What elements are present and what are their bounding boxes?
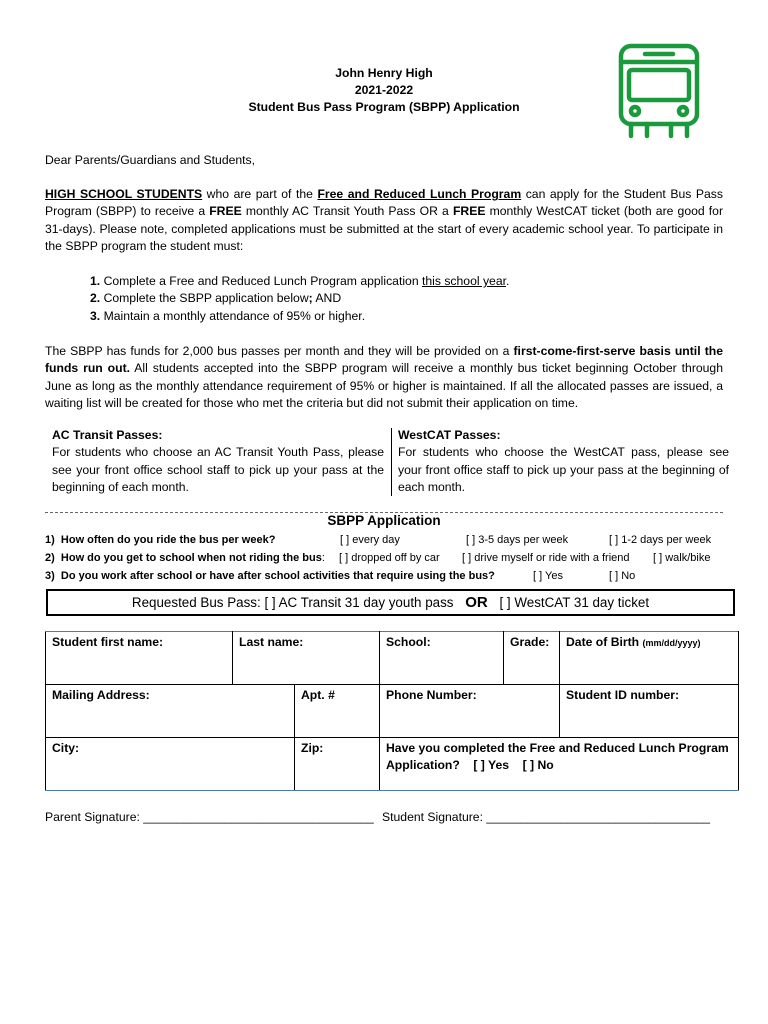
checkbox-option[interactable]: [ ] dropped off by car [339, 552, 440, 564]
funds-bold: first-come-first-serve basis until the funds run out. [45, 344, 723, 376]
step-text: Maintain a monthly attendance of 95% or higher. [103, 308, 366, 323]
westcat-text: For students who choose the WestCAT pass, please see your front office staff to pick up your pass at the beginning of each month. [398, 445, 729, 495]
header [200, 65, 568, 116]
question-2 [45, 551, 325, 565]
application-title: SBPP Application [327, 513, 441, 528]
funds-text: All students accepted into the SBPP program will receive a monthly bus ticket beginning October through June as long as the monthly attendance requirement of 95% or higher is maintained. If all the allocated passes are issued, a waiting list will be created for those who met the criteria but did not submit their application on time. [45, 361, 723, 411]
checkbox-option[interactable]: [ ] Yes [533, 570, 563, 582]
list-item [90, 308, 509, 325]
lunch-program-question [380, 738, 739, 791]
ac-transit-section [52, 427, 384, 497]
last-name-field[interactable] [233, 632, 380, 685]
checkbox-option[interactable]: [ ] 1-2 days per week [609, 534, 712, 546]
checkbox-option[interactable]: [ ] 3-5 days per week [466, 534, 569, 546]
step-bold: ; [308, 291, 313, 306]
student-signature-line[interactable]: Student Signature: _________________________________ [382, 810, 711, 824]
steps-list [90, 273, 509, 325]
mailing-address-field[interactable] [46, 685, 295, 738]
requested-label: Requested Bus Pass: [131, 595, 261, 610]
field-label: City: [52, 741, 80, 755]
checkbox-option[interactable]: [ ] every day [340, 534, 400, 546]
dob-format: (mm/dd/yyyy) [642, 638, 701, 648]
ac-transit-text: For students who choose an AC Transit Youth Pass, please see your front office school staff to pick up your pass at the beginning of each month. [52, 445, 384, 495]
requested-bus-pass-box [46, 589, 735, 616]
step-number: 1. [90, 274, 101, 288]
step-text: Complete a Free and Reduced Lunch Program application [103, 274, 422, 288]
intro-paragraph [45, 186, 723, 256]
grade-field[interactable] [504, 632, 560, 685]
school-name: John Henry High [335, 66, 433, 80]
list-item [90, 290, 509, 307]
table-row [46, 685, 739, 738]
funds-paragraph [45, 343, 723, 413]
list-item [90, 273, 509, 290]
step-tail: . [506, 274, 510, 288]
question-text: Do you work after school or have after school activities that require using the bus? [60, 570, 495, 582]
table-row [46, 632, 739, 685]
student-id-field[interactable] [560, 685, 739, 738]
phone-field[interactable] [380, 685, 560, 738]
student-info-table [45, 631, 739, 791]
school-field[interactable] [380, 632, 504, 685]
school-year: 2021-2022 [354, 83, 414, 97]
first-name-field[interactable] [46, 632, 233, 685]
intro-text: who are part of the [202, 187, 318, 201]
step-text: Complete the SBPP application below [103, 291, 309, 306]
parent-signature-line[interactable]: Parent Signature: __________________________________ [45, 810, 374, 824]
question-1 [45, 533, 275, 547]
intro-lunch-program: Free and Reduced Lunch Program [317, 187, 522, 201]
table-row [46, 738, 739, 791]
step-tail: AND [312, 291, 342, 306]
intro-free: FREE [209, 204, 242, 219]
ac-transit-option[interactable]: [ ] AC Transit 31 day youth pass [264, 595, 454, 610]
field-label: School: [386, 635, 431, 649]
question-number: 1) [45, 534, 55, 546]
question-suffix: : [321, 552, 325, 564]
field-label: Apt. # [301, 688, 335, 702]
lunch-yes-checkbox[interactable]: [ ] Yes [473, 758, 510, 772]
step-number: 3. [90, 308, 101, 323]
step-underline: this school year [421, 274, 506, 288]
intro-hs-students: HIGH SCHOOL STUDENTS [45, 187, 203, 201]
question-number: 3) [45, 570, 55, 582]
greeting: Dear Parents/Guardians and Students, [45, 153, 256, 167]
lunch-no-checkbox[interactable]: [ ] No [522, 758, 554, 772]
intro-free: FREE [452, 204, 486, 219]
intro-text: can apply for the Student Bus Pass Program (SBPP) to receive a [45, 187, 723, 219]
question-text: How do you get to school when not riding the bus [60, 552, 322, 564]
field-label: Mailing Address: [52, 688, 150, 702]
ac-transit-title: AC Transit Passes: [52, 428, 163, 442]
funds-text: The SBPP has funds for 2,000 bus passes per month and they will be provided on a [45, 344, 514, 358]
checkbox-option[interactable]: [ ] No [609, 570, 636, 582]
apt-field[interactable] [295, 685, 380, 738]
question-text: How often do you ride the bus per week? [60, 534, 276, 546]
westcat-section [398, 427, 729, 497]
dob-field[interactable] [560, 632, 739, 685]
city-field[interactable] [46, 738, 295, 791]
checkbox-option[interactable]: [ ] walk/bike [653, 552, 711, 564]
page-title: Student Bus Pass Program (SBPP) Application [248, 100, 520, 114]
field-label: Student ID number: [566, 688, 680, 702]
or-label: OR [465, 594, 488, 611]
bus-icon [617, 40, 701, 140]
question-3 [45, 569, 495, 583]
step-number: 2. [90, 291, 101, 306]
field-label: Student first name: [52, 635, 164, 649]
field-label: Last name: [239, 635, 304, 649]
intro-text: monthly WestCAT ticket (both are good for 31-days). Please note, completed applications must be submitted at the start of every academic school year. To participate in the SBPP program the student must: [45, 204, 723, 254]
field-label: Have you completed the Free and Reduced Lunch Program Application? [386, 741, 729, 772]
field-label: Zip: [301, 741, 324, 755]
column-divider [391, 428, 392, 496]
field-label: Grade: [510, 635, 550, 649]
westcat-option[interactable]: [ ] WestCAT 31 day ticket [499, 595, 650, 610]
checkbox-option[interactable]: [ ] drive myself or ride with a friend [462, 552, 630, 564]
zip-field[interactable] [295, 738, 380, 791]
question-number: 2) [45, 552, 55, 564]
field-label: Phone Number: [386, 688, 477, 702]
field-label: Date of Birth [566, 635, 640, 649]
westcat-title: WestCAT Passes: [398, 428, 501, 442]
intro-text: monthly AC Transit Youth Pass OR a [241, 204, 453, 219]
